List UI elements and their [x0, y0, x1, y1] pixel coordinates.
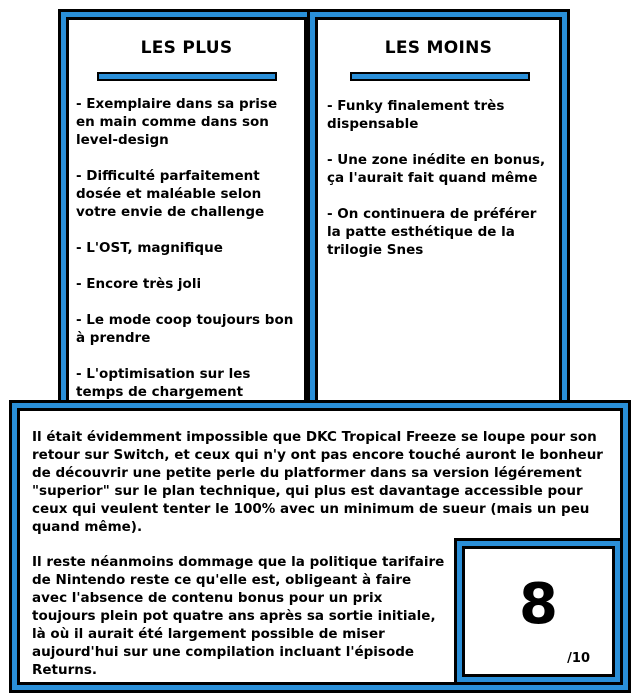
pros-item: - Exemplaire dans sa prise en main comme dans son level-design [76, 96, 278, 148]
cons-item: - Une zone inédite en bonus, ça l'aurait fait quand même [327, 152, 546, 186]
cons-panel [315, 17, 562, 406]
cons-title: LES MOINS [384, 38, 493, 58]
score-max: /10 [567, 651, 590, 666]
cons-list [327, 97, 553, 277]
cons-item: - On continuera de préférer la patte esthétique de la trilogie Snes [327, 206, 537, 258]
pros-list [76, 95, 298, 419]
pros-item: - Le mode coop toujours bon à prendre [76, 312, 294, 346]
cons-item: - Funky finalement très dispensable [327, 98, 505, 132]
score-value: 8 [519, 572, 558, 637]
verdict-paragraph-2: Il reste néanmoins dommage que la politique tarifaire de Nintendo reste ce qu'elle est, obligeant à faire avec l'absence de contenu bonus pour un prix toujours plein pot quatre ans après sa sortie initiale, là où il aurait été largement possible de miser aujourd'hui sur une compilation incluant l'épisode Returns. [32, 554, 445, 678]
pros-item: - L'optimisation sur les temps de chargement [76, 366, 251, 400]
pros-item: - L'OST, magnifique [76, 240, 223, 256]
verdict-paragraph-1: Il était évidemment impossible que DKC Tropical Freeze se loupe pour son retour sur Switch, et ceux qui n'y ont pas encore touché auront le bonheur de découvrir une petite perle du platformer dans sa version légérement "superior" sur le plan technique, qui plus est davantage accessible pour ceux qui veulent tenter le 100% avec un minimum de sueur (mais un peu quand même). [32, 429, 603, 535]
pros-title: LES PLUS [140, 38, 233, 58]
pros-item: - Encore très joli [76, 276, 202, 292]
pros-panel [66, 17, 307, 406]
cons-title-underline [350, 72, 530, 81]
score-panel [462, 546, 615, 677]
pros-title-underline [97, 72, 277, 81]
pros-item: - Difficulté parfaitement dosée et maléable selon votre envie de challenge [76, 168, 265, 220]
